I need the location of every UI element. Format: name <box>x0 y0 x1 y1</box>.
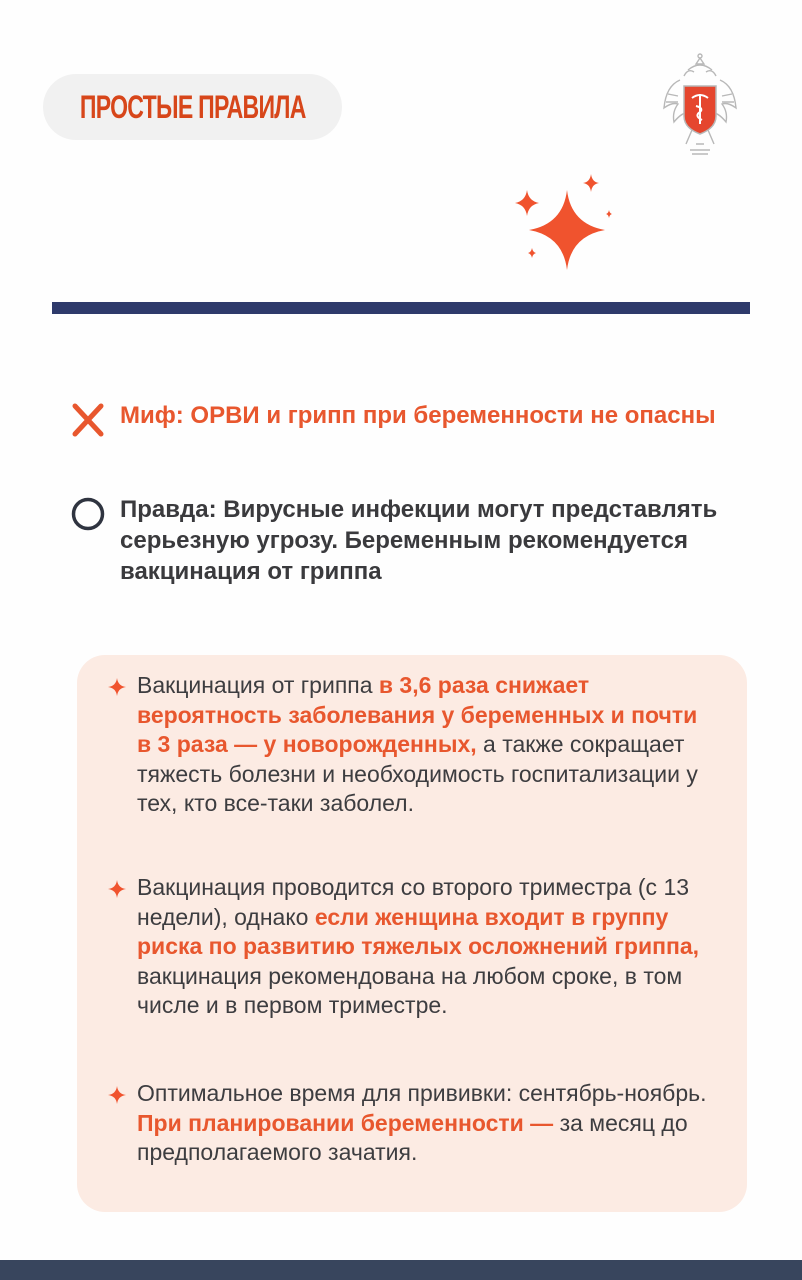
truth-statement <box>70 494 742 587</box>
facts-card <box>77 655 747 1212</box>
four-point-star-icon <box>107 1085 127 1105</box>
footer-bar <box>0 1260 802 1280</box>
fact-highlight: если женщина входит в группу риска по развитию тяжелых осложнений гриппа, <box>137 903 700 959</box>
section-badge <box>43 74 342 140</box>
four-point-star-icon <box>107 677 127 697</box>
truth-text: Правда: Вирусные инфекции могут представлять серьезную угрозу. Беременным рекомендуется вакцинация от гриппа <box>120 496 718 585</box>
four-point-star-icon <box>107 879 127 899</box>
fact-text: Вакцинация проводится со второго триместра (с 13 недели), однако <box>137 874 690 930</box>
section-divider <box>52 302 750 314</box>
ministry-emblem-icon <box>662 50 738 160</box>
fact-text: а также сокращает тяжесть болезни и необходимость госпитализации у тех, кто все-таки заболел. <box>137 731 698 816</box>
fact-item <box>107 671 717 819</box>
circle-icon <box>70 496 106 532</box>
myth-text: Миф: ОРВИ и грипп при беременности не опасны <box>120 402 716 429</box>
badge-label: ПРОСТЫЕ ПРАВИЛА <box>79 88 306 125</box>
fact-text: вакцинация рекомендована на любом сроке, в том числе и в первом триместре. <box>137 962 683 1018</box>
sparkles-icon <box>505 170 625 280</box>
fact-text: Оптимальное время для прививки: сентябрь-ноябрь. <box>137 1080 707 1106</box>
fact-text: за месяц до предполагаемого зачатия. <box>137 1109 688 1165</box>
fact-item <box>107 873 717 1021</box>
myth-statement <box>70 400 742 438</box>
cross-icon <box>70 402 106 438</box>
fact-text: Вакцинация от гриппа <box>137 672 379 698</box>
fact-item <box>107 1079 717 1168</box>
fact-highlight: При планировании беременности — <box>137 1109 554 1136</box>
fact-highlight: в 3,6 раза снижает вероятность заболевания у беременных и почти в 3 раза — у новорожденных, <box>137 672 698 757</box>
